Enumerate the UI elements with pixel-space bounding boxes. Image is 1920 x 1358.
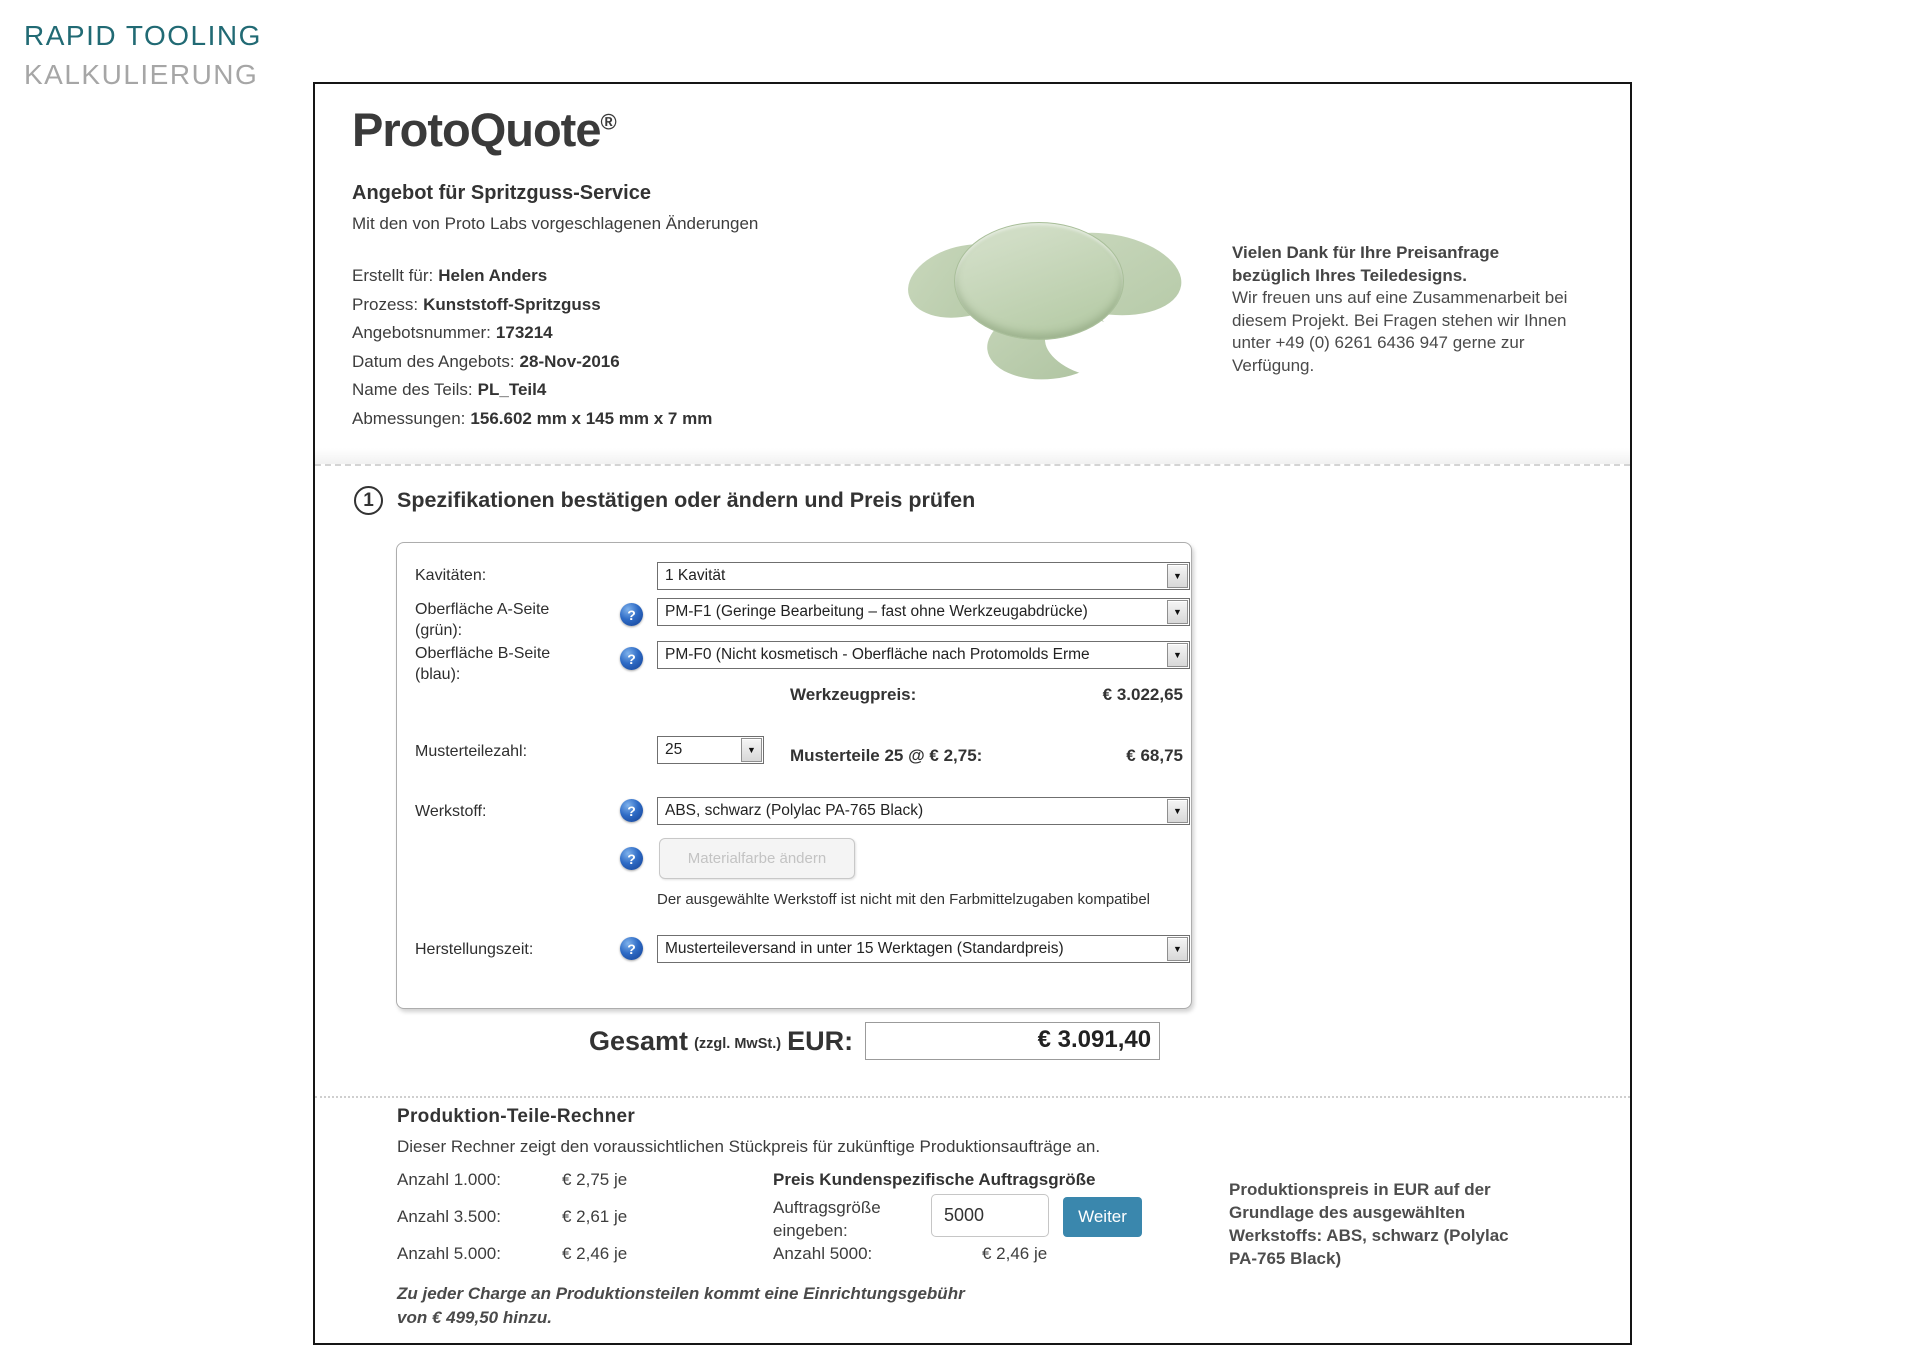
- werkstoff-select[interactable]: [657, 797, 1190, 825]
- quote-subtitle: Angebot für Spritzguss-Service: [352, 182, 651, 204]
- werkstoff-warning-text: Der ausgewählte Werkstoff ist nicht mit den Farbmittelzugaben kompatibel: [657, 891, 1151, 908]
- page-title-text: ProtoQuote: [352, 103, 601, 156]
- qty-1000-value: € 2,75 je: [562, 1170, 628, 1189]
- detail-value: 28-Nov-2016: [519, 351, 620, 371]
- help-icon[interactable]: ?: [620, 799, 643, 822]
- werkstoff-label: Werkstoff:: [415, 803, 487, 820]
- part-disc-central: [954, 222, 1124, 340]
- musterteilezahl-select[interactable]: [657, 736, 764, 764]
- total-currency-label: EUR:: [787, 1025, 854, 1056]
- werkzeugpreis-label: Werkzeugpreis:: [790, 685, 917, 704]
- chevron-down-icon[interactable]: ▼: [1167, 643, 1188, 667]
- separator-shadow: [315, 448, 1630, 464]
- oberflaeche-a-select[interactable]: [657, 598, 1190, 626]
- kavitaeten-label: Kavitäten:: [415, 567, 487, 584]
- werkzeugpreis-value: € 3.022,65: [1102, 685, 1183, 704]
- thanks-body-text: Wir freuen uns auf eine Zusammenarbeit bei diesem Projekt. Bei Fragen stehen wir Ihnen unter +49 (0) 6261 6436 947 gerne zur Verfügung.: [1232, 288, 1568, 375]
- custom-result-value: € 2,46 je: [982, 1244, 1048, 1263]
- detail-value: Helen Anders: [438, 266, 548, 285]
- oberflaeche-a-select-value: PM-F1 (Geringe Bearbeitung – fast ohne Werkzeugabdrücke): [665, 603, 1088, 620]
- custom-order-heading: Preis Kundenspezifische Auftragsgröße: [773, 1170, 1096, 1189]
- total-tax-note: (zzgl. MwSt.): [694, 1036, 782, 1052]
- herstellungszeit-select-value: Musterteileversand in unter 15 Werktagen (Standardpreis): [665, 940, 1064, 957]
- section1-heading: Spezifikationen bestätigen oder ändern und Preis prüfen: [397, 488, 976, 512]
- detail-row: [352, 291, 712, 320]
- total-value-box: € 3.091,40: [865, 1022, 1160, 1060]
- calculator-heading: Produktion-Teile-Rechner: [397, 1106, 636, 1127]
- kavitaeten-select-value: 1 Kavität: [665, 567, 726, 584]
- rapid-tooling-logo: [24, 18, 262, 92]
- detail-label: Abmessungen:: [352, 408, 466, 428]
- musterteile-price-label: Musterteile 25 @ € 2,75:: [790, 746, 983, 765]
- detail-row: [352, 376, 712, 405]
- qty-3500-label: Anzahl 3.500:: [397, 1207, 501, 1226]
- detail-label: Datum des Angebots:: [352, 351, 515, 371]
- detail-row: [352, 348, 712, 377]
- chevron-down-icon[interactable]: ▼: [741, 738, 762, 762]
- musterteile-price-value: € 68,75: [1126, 746, 1183, 765]
- chevron-down-icon[interactable]: ▼: [1167, 564, 1188, 588]
- calculator-description: Dieser Rechner zeigt den voraussichtlichen Stückpreis für zukünftige Produktionsaufträge an.: [397, 1137, 1101, 1156]
- oberflaeche-b-select-value: PM-F0 (Nicht kosmetisch - Oberfläche nach Protomolds Erme: [665, 646, 1090, 663]
- detail-value: 173214: [495, 323, 553, 342]
- weiter-button[interactable]: Weiter: [1063, 1197, 1142, 1237]
- thanks-note: [1232, 242, 1570, 377]
- help-icon[interactable]: ?: [620, 937, 643, 960]
- detail-row: [352, 262, 712, 291]
- step-1-badge: 1: [354, 486, 383, 515]
- herstellungszeit-select[interactable]: [657, 935, 1190, 963]
- quote-box: [313, 82, 1632, 1345]
- qty-5000-value: € 2,46 je: [562, 1244, 628, 1263]
- custom-result-label: Anzahl 5000:: [773, 1244, 873, 1263]
- oberflaeche-b-select[interactable]: [657, 641, 1190, 669]
- chevron-down-icon[interactable]: ▼: [1167, 937, 1188, 961]
- total-row: [589, 1022, 1160, 1060]
- chevron-down-icon[interactable]: ▼: [1167, 799, 1188, 823]
- help-icon[interactable]: ?: [620, 647, 643, 670]
- detail-value: Kunststoff-Spritzguss: [423, 294, 601, 314]
- page-title: [352, 102, 616, 157]
- total-label: Gesamt: [589, 1025, 689, 1056]
- kavitaeten-select[interactable]: [657, 562, 1190, 590]
- qty-1000-label: Anzahl 1.000:: [397, 1170, 501, 1189]
- musterteilezahl-select-value: 25: [665, 741, 683, 758]
- oberflaeche-b-label: Oberfläche B-Seite (blau):: [415, 645, 551, 683]
- logo-line1: RAPID TOOLING: [24, 20, 262, 51]
- chevron-down-icon[interactable]: ▼: [1167, 600, 1188, 624]
- setup-fee-note: Zu jeder Charge an Produktionsteilen kommt eine Einrichtungsgebühr von € 499,50 hinzu.: [397, 1284, 965, 1327]
- detail-label: Prozess:: [352, 294, 419, 314]
- production-price-note: Produktionspreis in EUR auf der Grundlage des ausgewählten Werkstoffs: ABS, schwarz (Polylac PA-765 Black): [1229, 1180, 1509, 1268]
- quote-subnote: Mit den von Proto Labs vorgeschlagenen Änderungen: [352, 214, 759, 233]
- detail-row: [352, 319, 712, 348]
- quote-details: [352, 262, 712, 433]
- registered-mark: ®: [600, 109, 616, 135]
- logo-line2: KALKULIERUNG: [24, 59, 259, 90]
- qty-3500-value: € 2,61 je: [562, 1207, 628, 1226]
- detail-label: Name des Teils:: [352, 380, 473, 399]
- help-icon[interactable]: ?: [620, 847, 643, 870]
- oberflaeche-a-label: Oberfläche A-Seite (grün):: [415, 601, 550, 639]
- materialfarbe-button[interactable]: Materialfarbe ändern: [659, 838, 855, 879]
- detail-value: PL_Teil4: [477, 380, 547, 399]
- detail-label: Angebotsnummer:: [352, 323, 491, 342]
- qty-5000-label: Anzahl 5.000:: [397, 1244, 501, 1263]
- dashed-separator: [315, 464, 1630, 466]
- musterteilezahl-label: Musterteilezahl:: [415, 743, 528, 760]
- detail-label: Erstellt für:: [352, 266, 434, 285]
- thanks-bold-text: Vielen Dank für Ihre Preisanfrage bezüglich Ihres Teiledesigns.: [1232, 243, 1500, 285]
- order-size-input[interactable]: [931, 1194, 1049, 1237]
- order-size-label: Auftragsgröße eingeben:: [773, 1198, 881, 1240]
- detail-value: 156.602 mm x 145 mm x 7 mm: [470, 408, 713, 428]
- help-icon[interactable]: ?: [620, 603, 643, 626]
- herstellungszeit-label: Herstellungszeit:: [415, 941, 534, 958]
- detail-row: [352, 405, 712, 434]
- spec-panel: [396, 542, 1192, 1009]
- werkstoff-select-value: ABS, schwarz (Polylac PA-765 Black): [665, 802, 924, 819]
- dotted-separator: [315, 1096, 1630, 1098]
